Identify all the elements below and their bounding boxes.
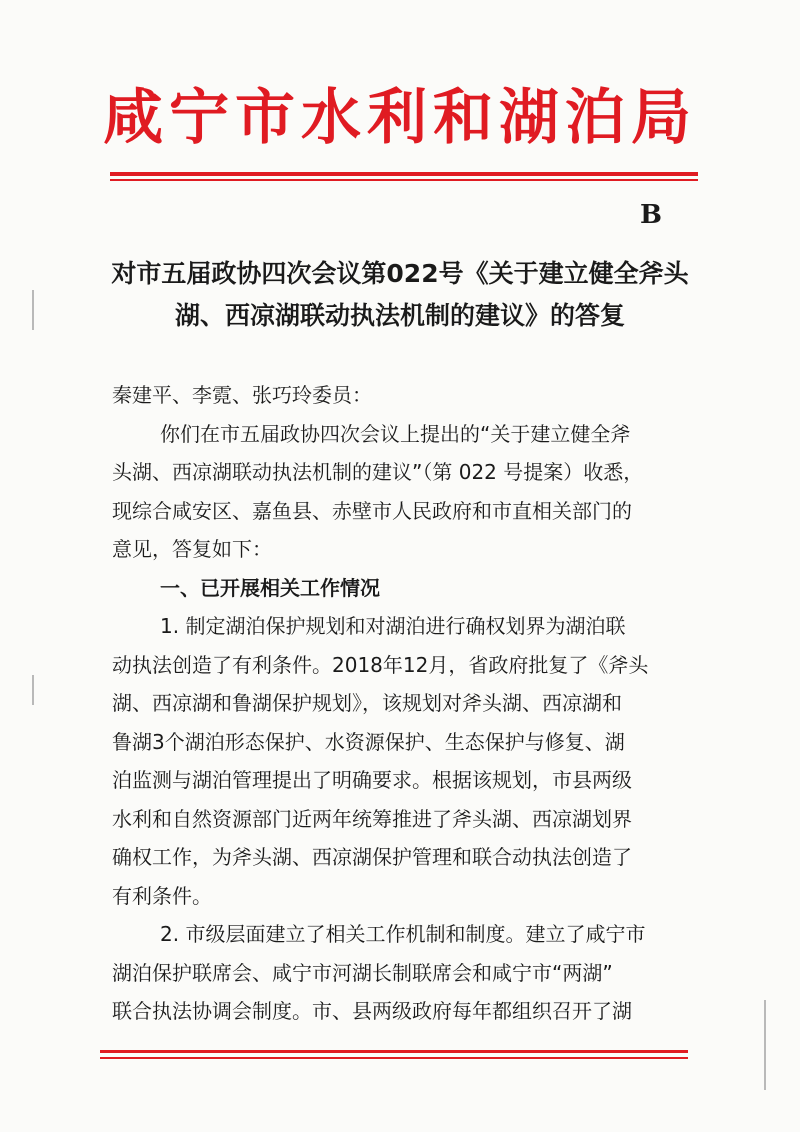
document-title <box>0 253 800 337</box>
disclosure-level-mark: B <box>640 200 662 230</box>
document-body <box>112 376 702 1031</box>
body-line: 现综合咸安区、嘉鱼县、赤壁市人民政府和市直相关部门的 <box>112 498 632 523</box>
agency-letterhead-title: 咸宁市水利和湖泊局 <box>103 83 697 153</box>
body-line: 湖、西凉湖和鲁湖保护规划》，该规划对斧头湖、西凉湖和 <box>112 691 622 715</box>
body-line: 1. 制定湖泊保护规划和对湖泊进行确权划界为湖泊联 <box>160 614 626 638</box>
body-line: 2. 市级层面建立了相关工作机制和制度。建立了咸宁市 <box>160 922 646 946</box>
section-heading: 一、已开展相关工作情况 <box>160 575 380 600</box>
footer-rule-thick <box>100 1050 688 1053</box>
letterhead-rule-thin <box>110 179 698 181</box>
document-title-line-2: 湖、西凉湖联动执法机制的建议》的答复 <box>174 301 625 330</box>
footer-rule-thin <box>100 1057 688 1059</box>
scan-margin-mark <box>32 290 34 330</box>
salutation: 秦建平、李霓、张巧玲委员： <box>112 383 372 407</box>
letterhead-rule-thick <box>110 172 698 176</box>
body-line: 湖泊保护联席会、咸宁市河湖长制联席会和咸宁市“两湖” <box>112 960 613 985</box>
body-line: 鲁湖3个湖泊形态保护、水资源保护、生态保护与修复、湖 <box>112 729 625 754</box>
body-line: 头湖、西凉湖联动执法机制的建议”（第 022 号提案）收悉， <box>112 460 644 484</box>
body-line: 水利和自然资源部门近两年统筹推进了斧头湖、西凉湖划界 <box>112 806 632 831</box>
body-line: 动执法创造了有利条件。2018年12月，省政府批复了《斧头 <box>112 652 649 677</box>
body-line: 泊监测与湖泊管理提出了明确要求。根据该规划，市县两级 <box>112 768 632 792</box>
document-title-line-1: 对市五届政协四次会议第022号《关于建立健全斧头 <box>111 259 689 288</box>
body-line: 确权工作，为斧头湖、西凉湖保护管理和联合动执法创造了 <box>112 845 632 869</box>
scan-margin-mark <box>764 1000 766 1090</box>
body-line: 有利条件。 <box>112 883 212 908</box>
body-line: 意见，答复如下： <box>112 537 272 561</box>
body-line: 联合执法协调会制度。市、县两级政府每年都组织召开了湖 <box>112 999 632 1023</box>
body-line: 你们在市五届政协四次会议上提出的“关于建立健全斧 <box>160 421 631 446</box>
scan-margin-mark <box>32 675 34 705</box>
